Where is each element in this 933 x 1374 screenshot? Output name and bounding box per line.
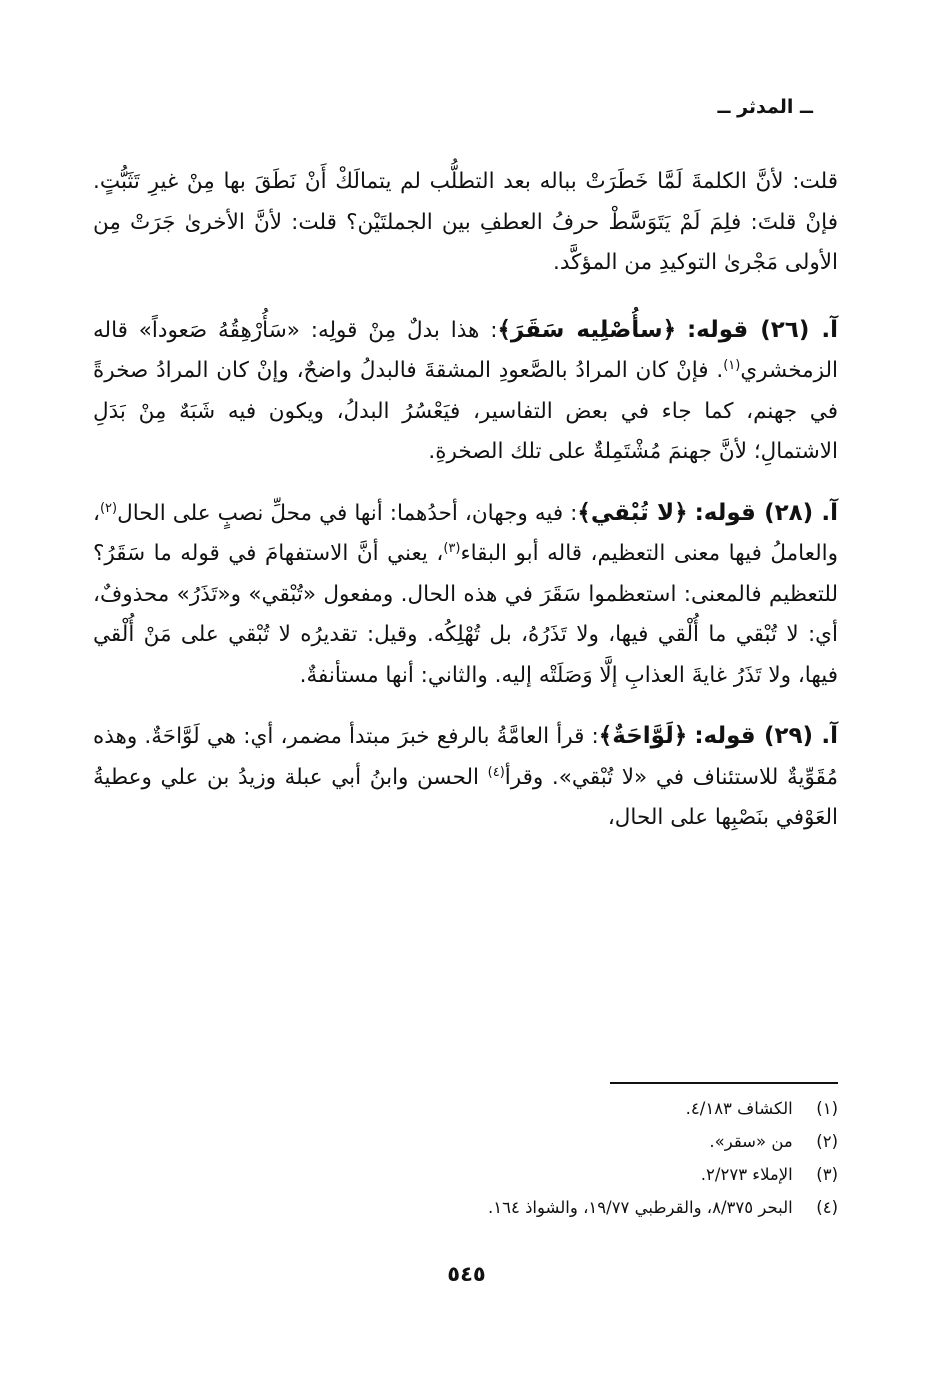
- verse-quote: ﴿سأُصْلِيه سَقَرَ﴾: [497, 316, 677, 343]
- footnote-marker: (٢): [99, 500, 118, 516]
- footnote-number: (٢): [816, 1132, 838, 1151]
- paragraph-text: : هذا بدلٌ مِنْ قولِه: «سَأُرْهِقُهُ صَعوداً» قاله الزمخشري: [93, 317, 838, 383]
- footnote-number: (٣): [816, 1165, 838, 1184]
- verse-reference: آ. (٢٩) قوله:: [694, 723, 839, 749]
- paragraph-verse-29: [93, 716, 838, 839]
- paragraph-text: . فإنْ كان المرادُ بالصَّعودِ المشقةَ فالبدلُ واضحٌ، وإنْ كان المرادُ صخرةً في جهنم، كما جاء في بعض التفاسير، فيَعْسُرُ البدلُ، ويكون فيه شَبَهٌ مِنْ بَدَلِ الاشتمالِ؛ لأنَّ جهنمَ مُشْتَمِلةٌ على تلك الصخرةِ.: [93, 358, 838, 464]
- footnote-number: (١): [816, 1099, 838, 1118]
- footnote-divider: [610, 1082, 838, 1084]
- running-head: ــ المدثر ــ: [717, 96, 813, 118]
- verse-quote: ﴿لَوَّاحَةٌ﴾: [598, 723, 688, 749]
- footnote-number: (٤): [816, 1198, 838, 1217]
- footnote-text: من «سقر».: [709, 1132, 793, 1151]
- paragraph-text: ، والعاملُ فيها معنى التعظيم، قاله أبو البقاء: [93, 500, 838, 566]
- footnote-marker: (١): [723, 357, 741, 373]
- footnote-text: البحر ٨/٣٧٥، والقرطبي ١٩/٧٧، والشواذ ١٦٤.: [487, 1198, 793, 1217]
- footnote-marker: (٣): [443, 540, 461, 556]
- paragraph-intro: [93, 162, 838, 284]
- footnote-item: [93, 1191, 838, 1224]
- footnote-item: [93, 1125, 838, 1158]
- footnote-marker: (٤): [487, 764, 505, 780]
- footnote-item: [93, 1092, 838, 1125]
- body-text: [93, 162, 838, 859]
- page-number: ٥٤٥: [447, 1262, 486, 1286]
- verse-reference: آ. (٢٦) قوله:: [686, 316, 838, 343]
- footnote-item: [93, 1158, 838, 1191]
- paragraph-text: : فيه وجهان، أحدُهما: أنها في محلِّ نصبٍ على الحال: [117, 500, 578, 526]
- paragraph-text: قلت: لأنَّ الكلمةَ لَمَّا خَطَرَتْ بباله بعد التطلُّب لم يتمالَكْ أَنْ نَطَقَ بها مِنْ غيرِ تَثَبُّتٍ. فإنْ قلتَ: فلِمَ لَمْ يَتَوَسَّطْ حرفُ العطفِ بين الجملتَيْن؟ قلت: لأنَّ الأخرىٰ جَرَتْ مِن الأولى مَجْرىٰ التوكيدِ من المؤكَّد.: [93, 169, 838, 275]
- verse-reference: آ. (٢٨) قوله:: [694, 499, 838, 526]
- paragraph-text: الحسن وابنُ أبي عبلة وزيدُ بن علي وعطيةُ العَوْفي بنَصْبِها على الحال،: [93, 764, 838, 830]
- footnotes: [93, 1092, 838, 1224]
- paragraph-verse-26: [93, 310, 838, 473]
- footnote-text: الإملاء ٢/٢٧٣.: [700, 1165, 793, 1184]
- paragraph-text: ، يعني أنَّ الاستفهامَ في قوله ما سَقَرُ؟ للتعظيم فالمعنى: استعظموا سَقَرَ في هذه الحال. ومفعول «تُبْقي» و«تَذَرُ» محذوفٌ، أي: لا تُبْقي ما أُلْقي فيها، ولا تَذَرُهُ، بل تُهْلِكُه. وقيل: تقديرُه لا تُبْقي على مَنْ أُلْقي فيها، ولا تَذَرُ غايةَ العذابِ إلَّا وَصَلَتْه إليه. والثاني: أنها مستأنفةٌ.: [93, 541, 838, 688]
- paragraph-text: : قرأ العامَّةُ بالرفع خبرَ مبتدأ مضمر، أي: هي لَوَّاحَةٌ. وهذه مُقَوِّيةٌ للاستئناف في «لا تُبْقي». وقرأ: [93, 724, 838, 790]
- verse-quote: ﴿لا تُبْقي﴾: [577, 499, 688, 526]
- footnote-text: الكشاف ٤/١٨٣.: [685, 1099, 793, 1118]
- paragraph-verse-28: [93, 493, 838, 697]
